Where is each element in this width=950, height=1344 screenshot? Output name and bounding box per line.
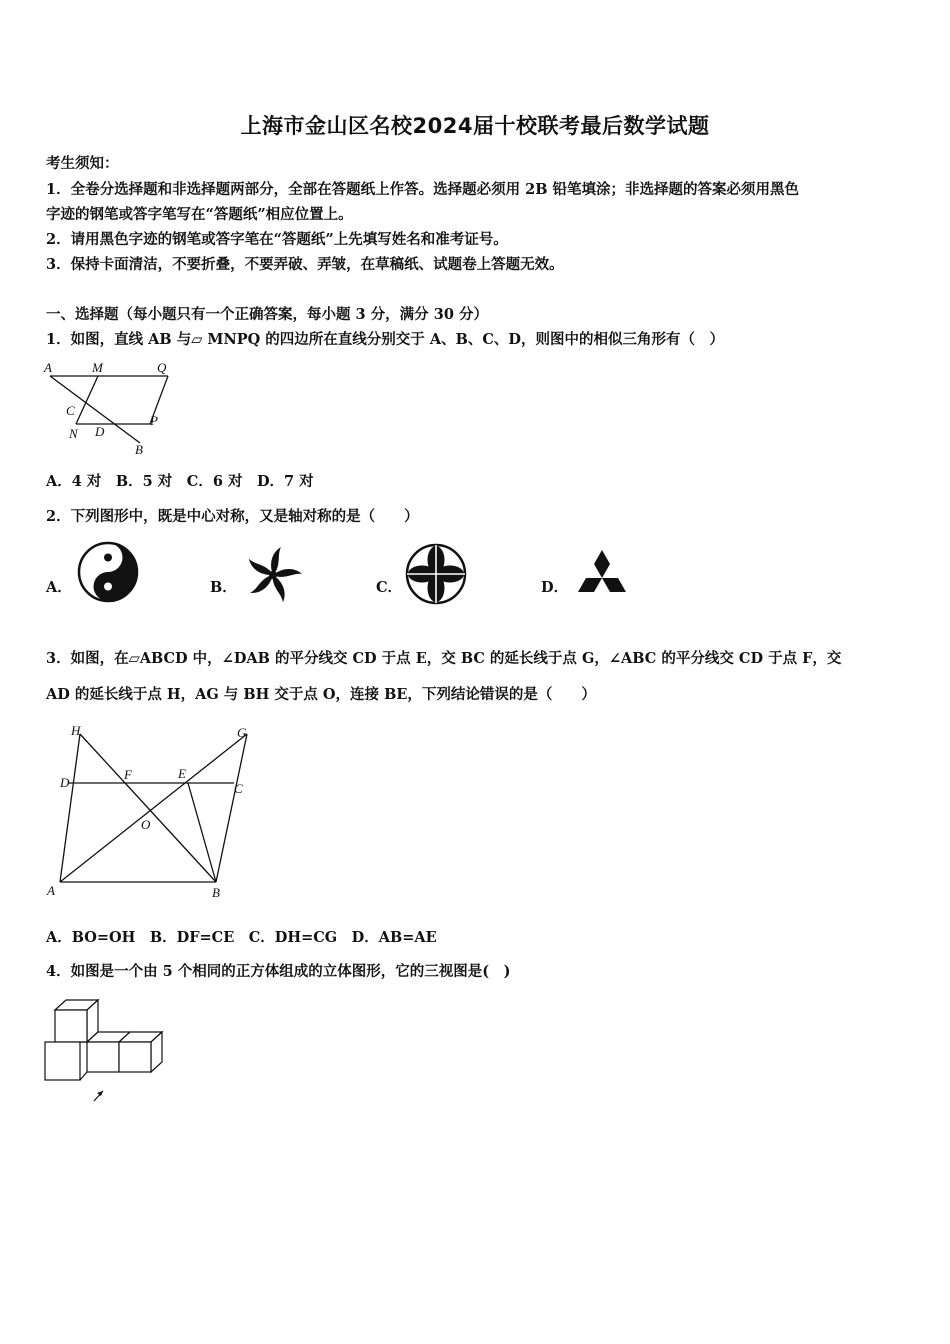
- notice-line-2: 2．请用黑色字迹的钢笔或答字笔在“答题纸”上先填写姓名和准考证号。: [46, 231, 508, 248]
- q1-label-b: B: [135, 442, 143, 457]
- q1-figure: [44, 358, 174, 458]
- q1-label-c: C: [66, 403, 75, 418]
- q3-label-b: B: [212, 885, 220, 900]
- q1-label-m: M: [92, 360, 103, 375]
- q3-options: A．BO=OH B．DF=CE C．DH=CG D．AB=AE: [46, 929, 437, 946]
- q2-three-diamond-figure: [572, 548, 632, 602]
- q4-stem: 4．如图是一个由 5 个相同的正方体组成的立体图形，它的三视图是( ): [46, 963, 511, 980]
- q2-option-a-label: A．: [46, 579, 72, 596]
- q1-label-p: P: [150, 413, 158, 428]
- q3-label-a: A: [47, 883, 55, 898]
- page-title: 上海市金山区名校2024届十校联考最后数学试题: [240, 114, 710, 138]
- q1-options: A．4 对 B．5 对 C．6 对 D．7 对: [46, 473, 314, 490]
- q1-label-d: D: [95, 424, 105, 439]
- q2-option-c-label: C．: [376, 579, 403, 596]
- q3-label-c: C: [234, 781, 243, 796]
- section-heading: 一、选择题（每小题只有一个正确答案，每小题 3 分，满分 30 分）: [46, 306, 488, 323]
- q3-label-f: F: [124, 767, 132, 782]
- q4-cube-figure: [42, 996, 172, 1108]
- q1-label-n: N: [69, 426, 78, 441]
- q3-label-o: O: [141, 817, 151, 832]
- q3-label-g: G: [237, 725, 247, 740]
- q2-yinyang-figure: [76, 540, 140, 604]
- notice-line-1a: 1．全卷分选择题和非选择题两部分，全部在答题纸上作答。选择题必须用 2B 铅笔填涂；非选择题的答案必须用黑色: [46, 181, 800, 198]
- q1-label-a: A: [44, 360, 52, 375]
- notice-line-3: 3．保持卡面清洁，不要折叠，不要弄破、弄皱，在草稿纸、试题卷上答题无效。: [46, 256, 564, 273]
- notice-heading: 考生须知：: [46, 155, 119, 172]
- q1-stem: 1．如图，直线 AB 与▱ MNPQ 的四边所在直线分别交于 A、B、C、D，则图中的相似三角形有（ ）: [46, 331, 724, 348]
- q3-figure: [44, 722, 259, 904]
- q2-four-petal-figure: [404, 542, 468, 606]
- q3-stem-line-1: 3．如图，在▱ABCD 中，∠DAB 的平分线交 CD 于点 E，交 BC 的延长线于点 G，∠ABC 的平分线交 CD 于点 F，交: [46, 650, 842, 667]
- notice-line-1b: 字迹的钢笔或答字笔写在“答题纸”相应位置上。: [46, 206, 353, 223]
- q2-pinwheel-figure: [242, 544, 304, 606]
- q3-stem-line-2: AD 的延长线于点 H，AG 与 BH 交于点 O，连接 BE，下列结论错误的是（ ）: [46, 686, 596, 703]
- q3-label-e: E: [178, 766, 186, 781]
- q2-stem: 2．下列图形中，既是中心对称，又是轴对称的是（ ）: [46, 508, 419, 525]
- q3-label-d: D: [60, 775, 70, 790]
- q2-option-d-label: D．: [541, 579, 569, 596]
- q2-option-b-label: B．: [210, 579, 237, 596]
- q3-label-h: H: [71, 723, 81, 738]
- q1-label-q: Q: [157, 360, 167, 375]
